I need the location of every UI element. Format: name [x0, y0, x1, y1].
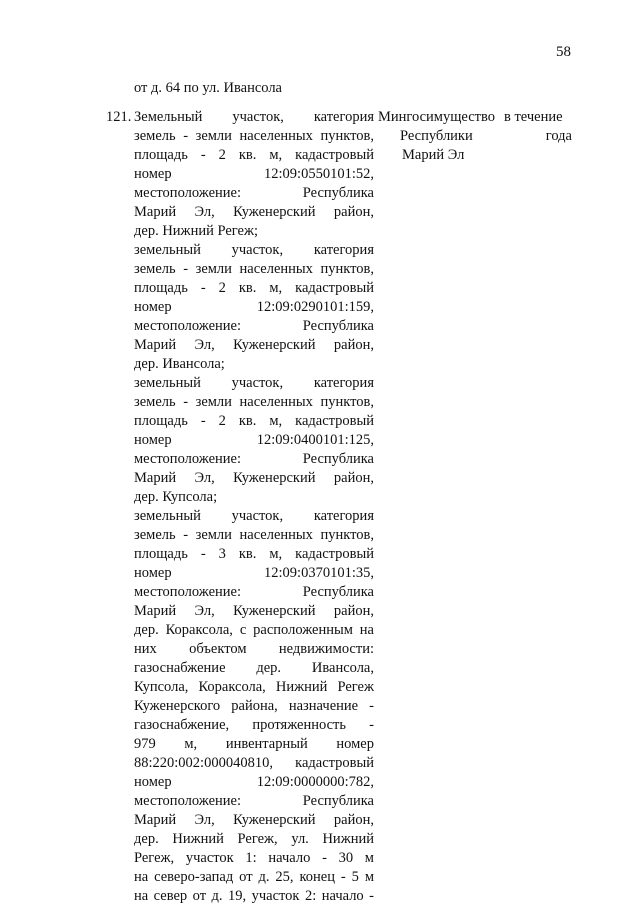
description-line: 88:220:002:000040810, кадастровый: [134, 755, 374, 771]
description-line: земель - земли населенных пунктов,: [134, 128, 374, 144]
item-number: 121.: [106, 109, 132, 125]
description-line: площадь - 2 кв. м, кадастровый: [134, 413, 374, 429]
description-line: Марий Эл, Куженерский район,: [134, 470, 374, 486]
description-line: номер 12:09:0370101:35,: [134, 565, 374, 581]
description-line: площадь - 2 кв. м, кадастровый: [134, 147, 374, 163]
description-line: земель - земли населенных пунктов,: [134, 527, 374, 543]
description-line: земельный участок, категория: [134, 508, 374, 524]
description-line: на север от д. 19, участок 2: начало -: [134, 888, 374, 904]
description-line: них объектом недвижимости:: [134, 641, 374, 657]
description-line: Куженерского района, назначение -: [134, 698, 374, 714]
description-line: Марий Эл, Куженерский район,: [134, 204, 374, 220]
description-line: дер. Нижний Регеж, ул. Нижний: [134, 831, 374, 847]
description-line: номер 12:09:0290101:159,: [134, 299, 374, 315]
description-line: номер 12:09:0550101:52,: [134, 166, 374, 182]
description-line: земель - земли населенных пунктов,: [134, 261, 374, 277]
organization-line: Республики: [400, 128, 473, 144]
description-line: Земельный участок, категория: [134, 109, 374, 125]
description-line: земельный участок, категория: [134, 242, 374, 258]
execution-term: [504, 108, 576, 146]
description-line: дер. Нижний Регеж;: [134, 223, 259, 239]
description-line: местоположение: Республика: [134, 793, 374, 809]
description-line: Марий Эл, Куженерский район,: [134, 337, 374, 353]
description-line: площадь - 3 кв. м, кадастровый: [134, 546, 374, 562]
description-line: местоположение: Республика: [134, 318, 374, 334]
previous-item-tail: от д. 64 по ул. Ивансола: [134, 80, 282, 96]
description-line: Марий Эл, Куженерский район,: [134, 812, 374, 828]
description-line: земельный участок, категория: [134, 375, 374, 391]
organization-line: Марий Эл: [402, 147, 465, 163]
description-line: местоположение: Республика: [134, 185, 374, 201]
description-line: Регеж, участок 1: начало - 30 м: [134, 850, 374, 866]
description-line: номер 12:09:0400101:125,: [134, 432, 374, 448]
description-line: местоположение: Республика: [134, 451, 374, 467]
description-line: номер 12:09:0000000:782,: [134, 774, 374, 790]
description-line: местоположение: Республика: [134, 584, 374, 600]
description-line: дер. Ивансола;: [134, 356, 225, 372]
organization-line: Мингосимущество: [378, 109, 495, 125]
description-line: на северо-запад от д. 25, конец - 5 м: [134, 869, 374, 885]
description-line: газоснабжение дер. Ивансола,: [134, 660, 374, 676]
item-description: [134, 108, 374, 906]
description-line: Марий Эл, Куженерский район,: [134, 603, 374, 619]
description-line: дер. Купсола;: [134, 489, 218, 505]
description-line: площадь - 2 кв. м, кадастровый: [134, 280, 374, 296]
page-number: 58: [556, 44, 571, 60]
term-line: года: [545, 128, 572, 144]
term-line: в течение: [504, 109, 563, 125]
description-line: газоснабжение, протяженность -: [134, 717, 374, 733]
description-line: дер. Кораксола, с расположенным на: [134, 622, 374, 638]
description-line: Купсола, Кораксола, Нижний Регеж: [134, 679, 374, 695]
responsible-organization: [378, 108, 506, 165]
description-line: земель - земли населенных пунктов,: [134, 394, 374, 410]
description-line: 979 м, инвентарный номер: [134, 736, 374, 752]
